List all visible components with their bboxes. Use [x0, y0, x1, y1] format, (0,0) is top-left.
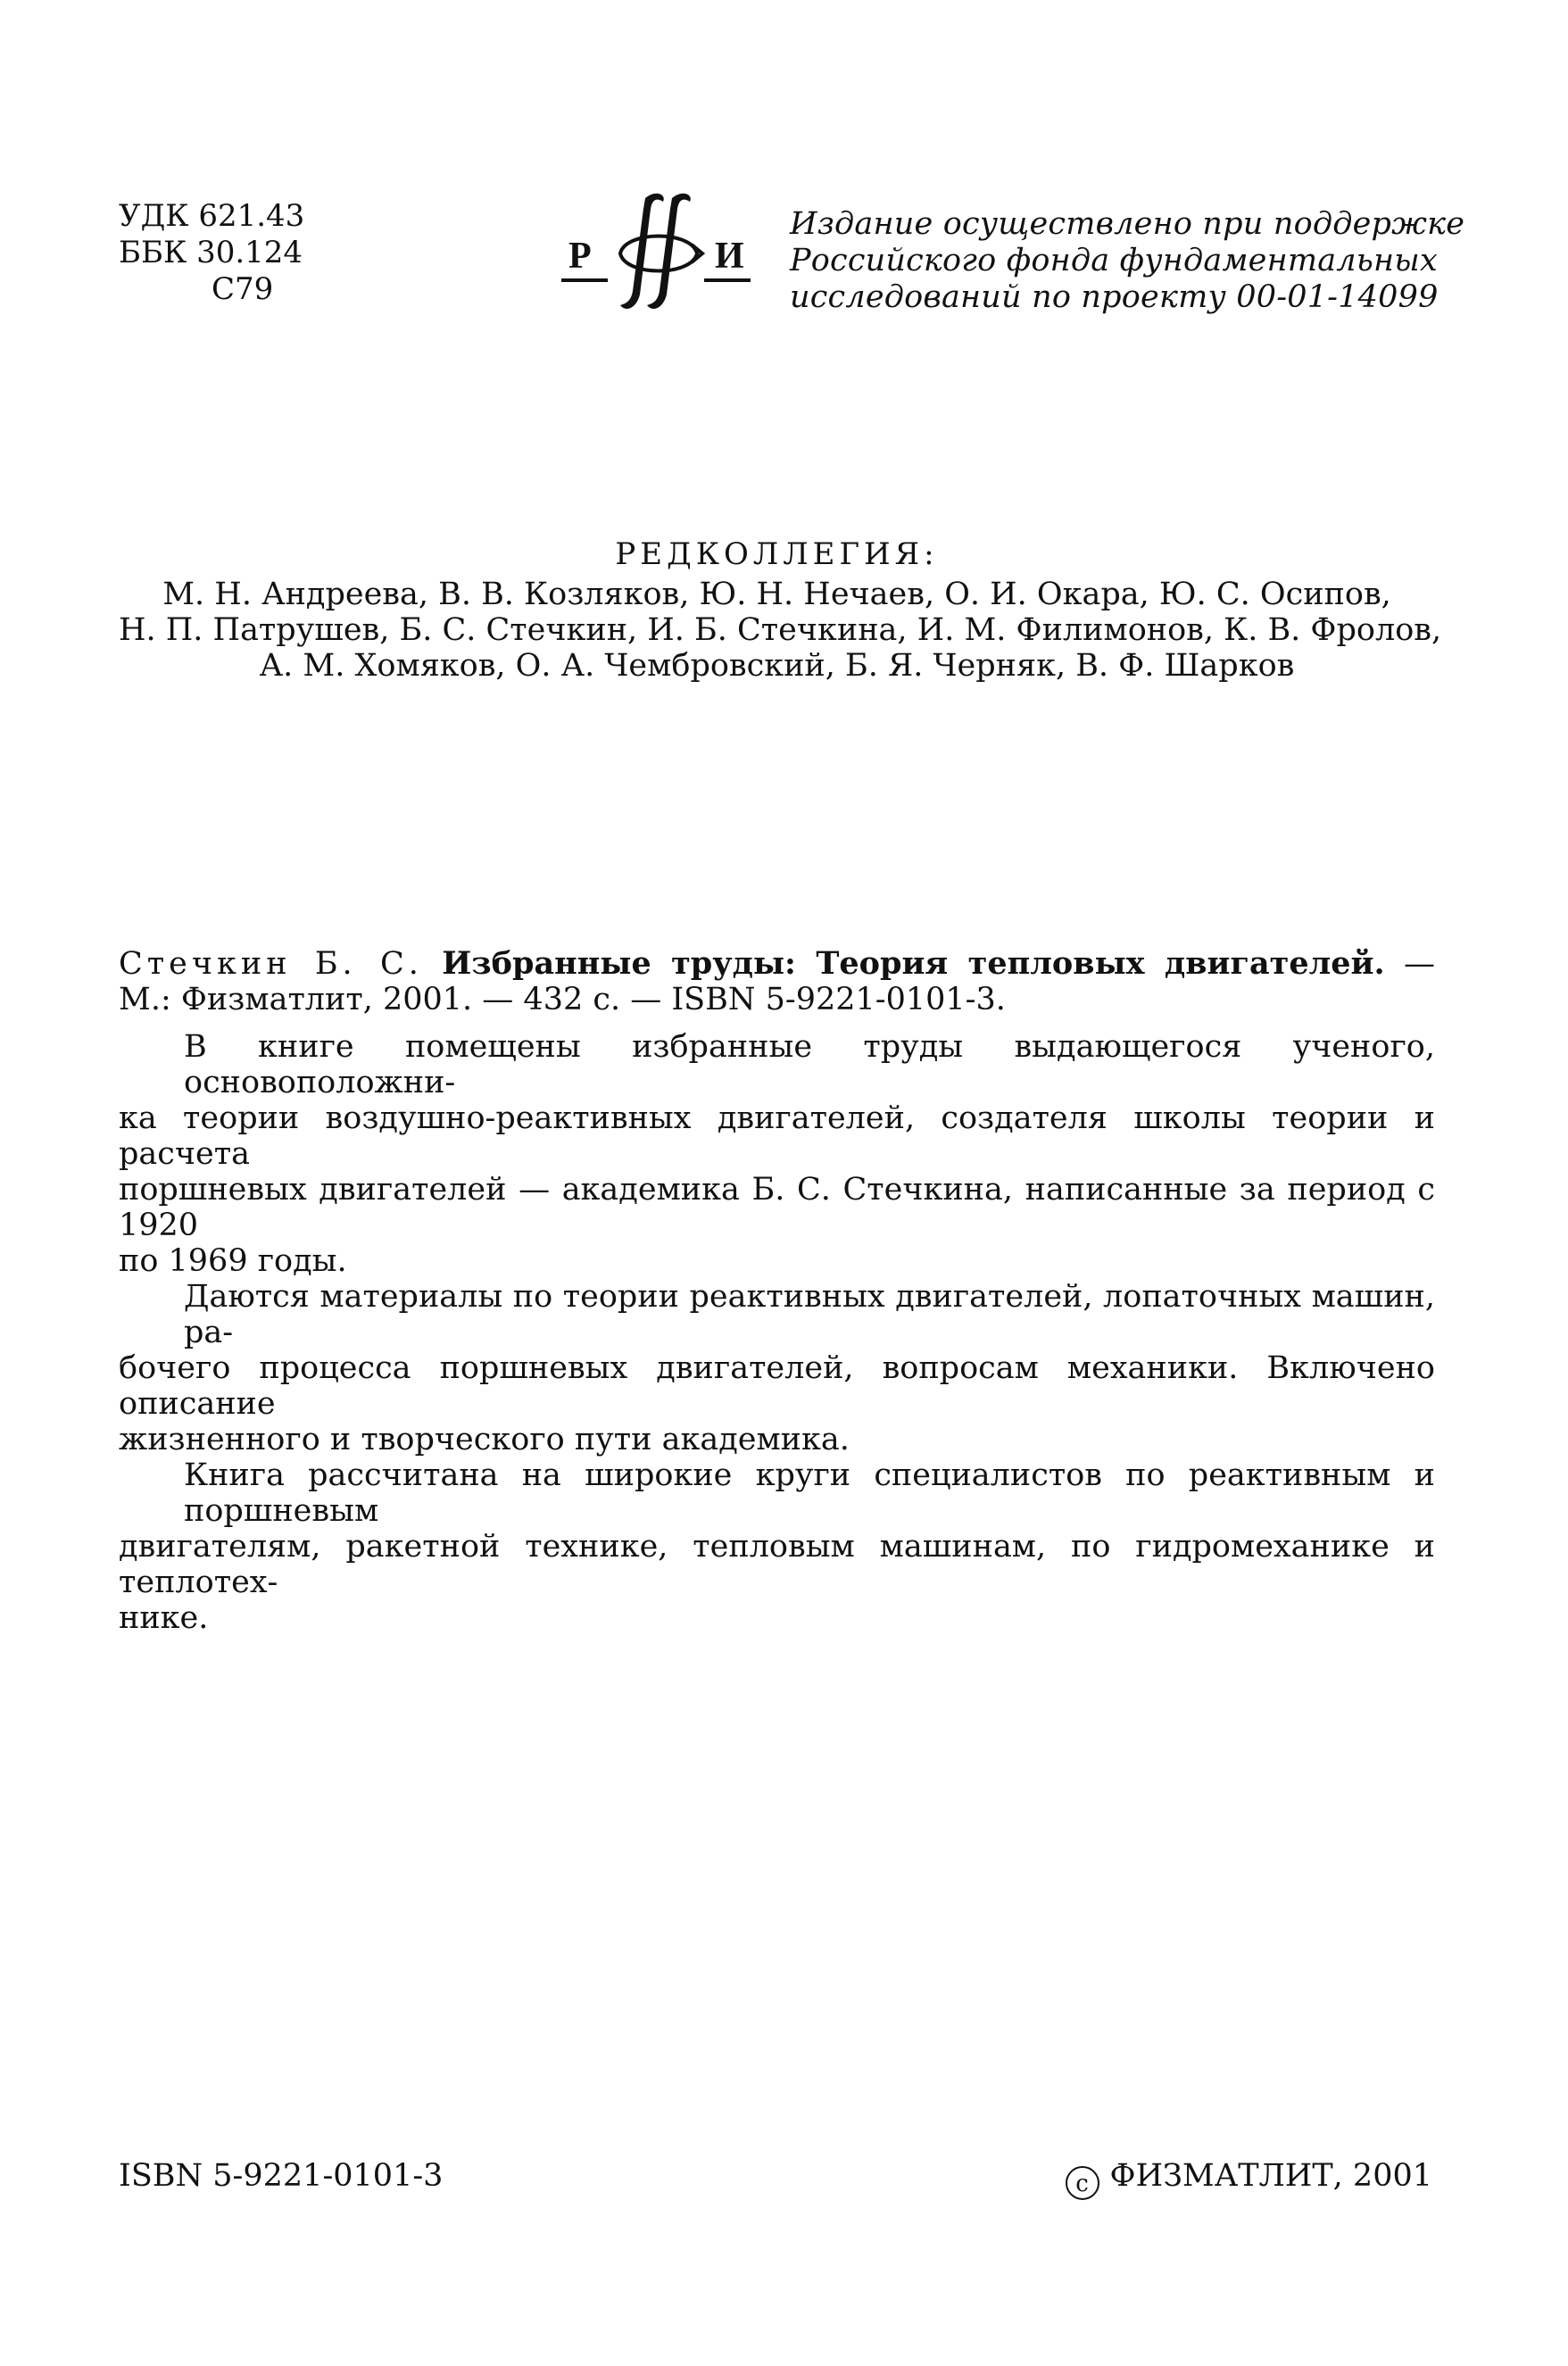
annotation-line: жизненного и творческого пути академика. [119, 1422, 850, 1457]
annotation-line: по 1969 годы. [119, 1243, 347, 1279]
editorial-board-line: М. Н. Андреева, В. В. Козляков, Ю. Н. Нечаев, О. И. Окара, Ю. С. Осипов, [162, 577, 1391, 612]
rffi-logo-icon [558, 189, 754, 316]
editorial-board [119, 535, 1442, 684]
funding-note [790, 206, 1465, 316]
editorial-board-line: А. М. Хомяков, О. А. Чембровский, Б. Я. Черняк, В. Ф. Шарков [259, 648, 1295, 684]
udk-code: УДК 621.43 [119, 198, 305, 234]
logo-integral-left [620, 194, 664, 309]
bib-first-line [119, 946, 1435, 982]
bib-author: Стечкин Б. С. [119, 946, 423, 982]
annotation-line: поршневых двигателей — академика Б. С. Стечкина, написанные за период с 1920 [119, 1172, 1435, 1243]
annotation [119, 1029, 1435, 1636]
author-mark: С79 [212, 271, 274, 307]
footer-isbn: ISBN 5-9221-0101-3 [119, 2158, 444, 2194]
annotation-line: двигателям, ракетной технике, тепловым машинам, по гидромеханике и теплотех- [119, 1529, 1435, 1600]
bibliographic-entry [119, 946, 1435, 1017]
bib-title: Избранные труды: Теория тепловых двигателей. [442, 945, 1385, 982]
annotation-line: бочего процесса поршневых двигателей, вопросам механики. Включено описание [119, 1350, 1435, 1422]
annotation-line: нике. [119, 1600, 209, 1636]
logo-underline-left [561, 278, 608, 282]
footer-copyright [1066, 2157, 1432, 2200]
logo-letter-right: И [715, 236, 744, 277]
funding-note-line: исследований по проекту 00-01-14099 [790, 279, 1439, 315]
bib-dash: — [1403, 946, 1435, 982]
copyright-icon: c [1066, 2166, 1099, 2200]
logo-contour [620, 237, 697, 271]
classification-codes [119, 198, 304, 308]
annotation-line: Книга рассчитана на широкие круги специалистов по реактивным и поршневым [184, 1457, 1435, 1529]
logo-integral-right [647, 194, 691, 309]
funding-note-line: Издание осуществлено при поддержке [790, 206, 1465, 242]
editorial-board-heading: РЕДКОЛЛЕГИЯ: [615, 536, 939, 572]
annotation-line: В книге помещены избранные труды выдающегося ученого, основоположни- [184, 1029, 1435, 1100]
editorial-board-line: Н. П. Патрушев, Б. С. Стечкин, И. Б. Стечкина, И. М. Филимонов, К. В. Фролов, [119, 612, 1442, 648]
funding-note-line: Российского фонда фундаментальных [790, 243, 1438, 278]
logo-underline-right [704, 278, 751, 282]
bbk-code: ББК 30.124 [119, 235, 303, 270]
annotation-line: ка теории воздушно-реактивных двигателей, создателя школы теории и расчета [119, 1100, 1435, 1172]
copyright-holder: ФИЗМАТЛИТ, 2001 [1109, 2158, 1432, 2194]
rffi-logo [558, 189, 754, 316]
bib-imprint: М.: Физматлит, 2001. — 432 с. — ISBN 5-9221-0101-3. [119, 982, 1006, 1017]
logo-letter-left: Р [568, 236, 592, 277]
annotation-line: Даются материалы по теории реактивных двигателей, лопаточных машин, ра- [184, 1279, 1435, 1350]
